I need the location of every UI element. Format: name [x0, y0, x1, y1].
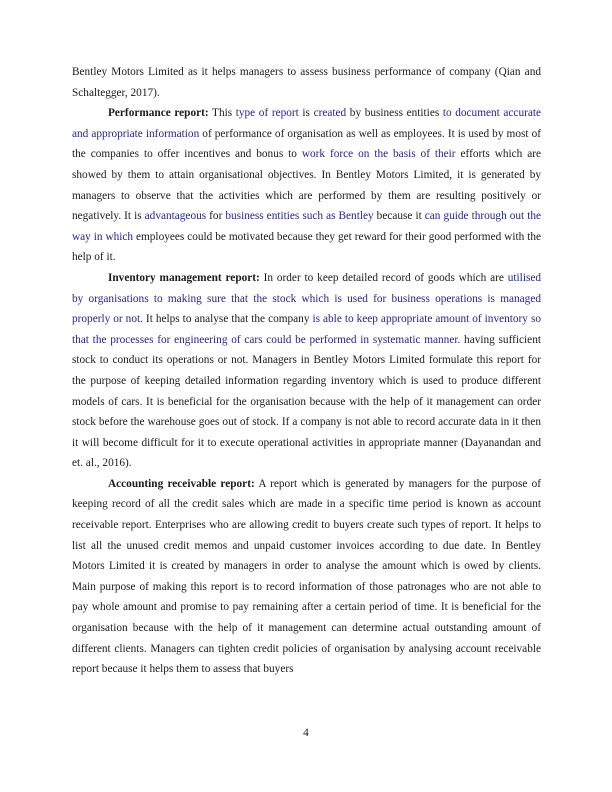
text-run: for [206, 210, 226, 223]
text-run: It helps to analyse that the company [142, 313, 313, 326]
text-run: efforts which are showed by them to attain organisational objectives. In Bentley Motors Limited, it is generated by managers to observe that the activities which are performed by them are resulting positively or negatively. It is [72, 148, 542, 223]
section-heading: Performance report: [108, 107, 209, 120]
paragraph [72, 62, 541, 103]
text-run: A report which is generated by managers for the purpose of keeping record of all the credit sales which are made in a specific time period is known as account receivable report. Enterprises who are allowing credit to buyers create such types of report. It helps to list all the unused credit memos and unpaid customer invoices according to due date. In Bentley Motors Limited it is created by managers in order to analyse the amount which is owed by clients. Main purpose of making this report is to record information of those patronages who are not able to pay whole amount and promise to pay remaining after a certain period of time. It is beneficial for the organisation because with the help of it management can determine actual outstanding amount of different clients. Managers can tighten credit policies of organisation by analysing account receivable report because it helps them to assess that buyers [72, 477, 541, 676]
highlighted-text: utilised by organisations to making sure that the stock which is used for business operations is managed properly or not. [72, 271, 542, 326]
highlighted-text: business entities such as Bentley [225, 210, 374, 223]
text-run: of performance of organisation as well as employees. It is used by most of the companies to offer incentives and bonus to [72, 127, 541, 161]
text-run: by business entities [346, 107, 443, 120]
highlighted-text: work force on the basis of their [301, 148, 456, 161]
text-run: having sufficient stock to conduct its operations or not. Managers in Bentley Motors Limited formulate this report for the purpose of keeping detailed information regarding inventory which is used to produce different models of cars. It is beneficial for the organisation because with the help of it management can order stock before the warehouse goes out of stock. If a company is not able to record accurate data in it then it will become difficult for it to execute operational activities in appropriate manner ( [72, 333, 541, 449]
highlighted-text: type of report [235, 107, 299, 120]
body-text [72, 62, 541, 680]
paragraph [72, 103, 541, 268]
section-heading: Accounting receivable report: [108, 477, 255, 490]
highlighted-text: to document accurate and appropriate information [72, 107, 542, 140]
text-run: Bentley Motors Limited as it helps managers to assess business performance of company ( [72, 66, 499, 78]
highlighted-text: created [313, 107, 347, 120]
text-run: because it [373, 210, 425, 223]
section-heading: Inventory management report: [108, 271, 260, 284]
text-run: ). [125, 457, 132, 470]
paragraph [72, 474, 541, 680]
highlighted-text: advantageous [144, 210, 207, 223]
text-run: In order to keep detailed record of goods which are [259, 271, 508, 284]
text-run: ). [153, 86, 160, 99]
text-run: Dayanandan and et. al., 2016 [72, 436, 542, 470]
text-run: Qian and Schaltegger, 2017 [72, 66, 541, 99]
page-number: 4 [303, 727, 309, 739]
paragraph [72, 268, 541, 474]
text-run: employees could be motivated because they get reward for their good performed with the help of it. [72, 230, 541, 264]
highlighted-text: is able to keep appropriate amount of inventory so that the processes for engineering of cars could be performed in systematic manner. [72, 313, 541, 346]
text-run: is [298, 107, 314, 120]
text-run: This [208, 107, 236, 120]
highlighted-text: can guide through out the way in which [72, 210, 542, 243]
